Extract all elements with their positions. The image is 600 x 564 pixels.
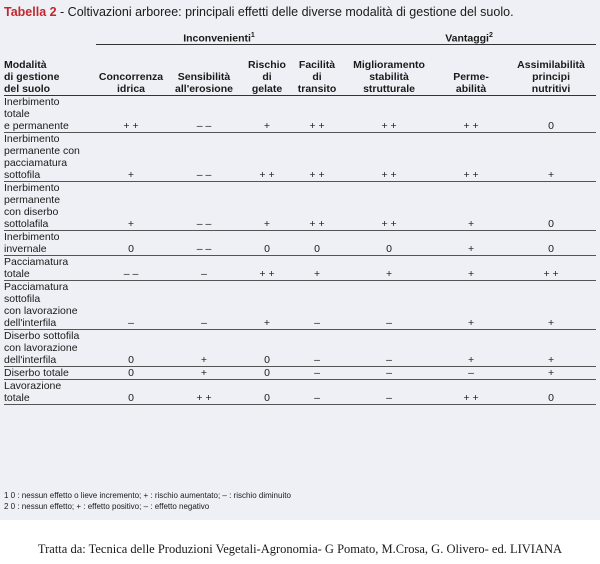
table-caption: - Coltivazioni arboree: principali effetti delle diverse modalità di gestione del suolo. <box>56 5 514 19</box>
table-cell: + <box>342 256 436 281</box>
table-cell: + <box>96 182 166 231</box>
table-cell: – <box>342 281 436 330</box>
table-cell: – <box>96 281 166 330</box>
table-cell: + <box>506 133 596 182</box>
row-label: Pacciamatura sottofila con lavorazione dell'interfila <box>4 281 96 330</box>
table-title <box>4 4 596 20</box>
table-cell: – <box>342 380 436 405</box>
table-cell: 0 <box>96 330 166 367</box>
row-label: Inerbimento permanente con diserbo sottolafila <box>4 182 96 231</box>
table-cell: 0 <box>96 231 166 256</box>
table-cell: 0 <box>506 182 596 231</box>
row-label: Diserbo sottofila con lavorazione dell'interfila <box>4 330 96 367</box>
table-cell: 0 <box>242 380 292 405</box>
table-cell: – <box>342 330 436 367</box>
table-cell: + + <box>292 133 342 182</box>
table-cell: 0 <box>96 380 166 405</box>
row-label: Inerbimento totale e permanente <box>4 96 96 133</box>
table-cell: – – <box>166 133 242 182</box>
table-cell: – <box>292 367 342 380</box>
table-row <box>4 133 596 182</box>
table-cell: – – <box>166 96 242 133</box>
row-label: Inerbimento invernale <box>4 231 96 256</box>
table-cell: 0 <box>292 231 342 256</box>
row-label: Diserbo totale <box>4 367 96 380</box>
table-cell: + + <box>436 133 506 182</box>
table-cell: 0 <box>506 231 596 256</box>
column-header: Facilità di transito <box>292 45 342 96</box>
table-row <box>4 281 596 330</box>
table-cell: + <box>242 182 292 231</box>
table-cell: – <box>292 380 342 405</box>
table-cell: + <box>242 281 292 330</box>
table-row <box>4 380 596 405</box>
table-body <box>4 96 596 405</box>
table-cell: 0 <box>242 367 292 380</box>
table-cell: + <box>506 330 596 367</box>
footnote-2: 2 0 : nessun effetto; + : effetto positivo; – : effetto negativo <box>4 502 210 511</box>
table-row <box>4 182 596 231</box>
table-cell: + + <box>96 96 166 133</box>
table-cell: + <box>436 281 506 330</box>
table-cell: – – <box>96 256 166 281</box>
footnote-1: 1 0 : nessun effetto o lieve incremento; + : rischio aumentato; – : rischio diminuito <box>4 491 291 500</box>
column-header: Concorrenza idrica <box>96 45 166 96</box>
management-effects-table <box>4 28 596 405</box>
table-cell: + + <box>342 182 436 231</box>
group-inconvenienti: Inconvenienti$^1$ <box>96 28 342 45</box>
table-cell: + <box>292 256 342 281</box>
group-vantaggi: Vantaggi$^2$ <box>342 28 596 45</box>
table-row <box>4 330 596 367</box>
table-cell: + <box>436 330 506 367</box>
table-cell: – <box>166 281 242 330</box>
column-header: Perme- abilità <box>436 45 506 96</box>
column-header: Rischio di gelate <box>242 45 292 96</box>
table-cell: – <box>292 330 342 367</box>
table-cell: + + <box>342 96 436 133</box>
table-cell: + <box>436 182 506 231</box>
table-row <box>4 256 596 281</box>
table-cell: + <box>96 133 166 182</box>
table-cell: + <box>506 281 596 330</box>
table-cell: – <box>166 256 242 281</box>
corner-header: Modalità di gestione del suolo <box>4 28 96 96</box>
table-cell: + <box>436 256 506 281</box>
table-cell: + <box>436 231 506 256</box>
column-header: Assimilabilità principi nutritivi <box>506 45 596 96</box>
table-cell: + + <box>436 380 506 405</box>
table-cell: – <box>292 281 342 330</box>
source-citation: Tratta da: Tecnica delle Produzioni Vegetali-Agronomia- G Pomato, M.Crosa, G. Olivero- ed. LIVIANA <box>37 542 563 556</box>
header-group-row <box>4 28 596 45</box>
table-cell: + + <box>506 256 596 281</box>
table-row <box>4 231 596 256</box>
column-header: Sensibilità all'erosione <box>166 45 242 96</box>
table-number: Tabella 2 <box>4 5 57 19</box>
table-cell: + + <box>436 96 506 133</box>
table-row <box>4 367 596 380</box>
row-label: Lavorazione totale <box>4 380 96 405</box>
table-cell: + + <box>242 133 292 182</box>
row-label: Pacciamatura totale <box>4 256 96 281</box>
table-row <box>4 96 596 133</box>
table-cell: + + <box>342 133 436 182</box>
table-cell: – <box>436 367 506 380</box>
footnotes <box>4 490 596 512</box>
table-cell: + + <box>292 96 342 133</box>
row-label: Inerbimento permanente con pacciamatura sottofila <box>4 133 96 182</box>
table-cell: 0 <box>242 231 292 256</box>
table-cell: 0 <box>506 96 596 133</box>
table-cell: 0 <box>342 231 436 256</box>
table-cell: + <box>242 96 292 133</box>
table-cell: + + <box>292 182 342 231</box>
table-cell: + <box>166 330 242 367</box>
table-cell: + + <box>166 380 242 405</box>
table-cell: – – <box>166 231 242 256</box>
table-cell: 0 <box>96 367 166 380</box>
table-cell: + + <box>242 256 292 281</box>
column-header: Miglioramento stabilità strutturale <box>342 45 436 96</box>
table-cell: + <box>166 367 242 380</box>
table-cell: – – <box>166 182 242 231</box>
table-cell: 0 <box>506 380 596 405</box>
table-cell: 0 <box>242 330 292 367</box>
table-cell: – <box>342 367 436 380</box>
table-cell: + <box>506 367 596 380</box>
